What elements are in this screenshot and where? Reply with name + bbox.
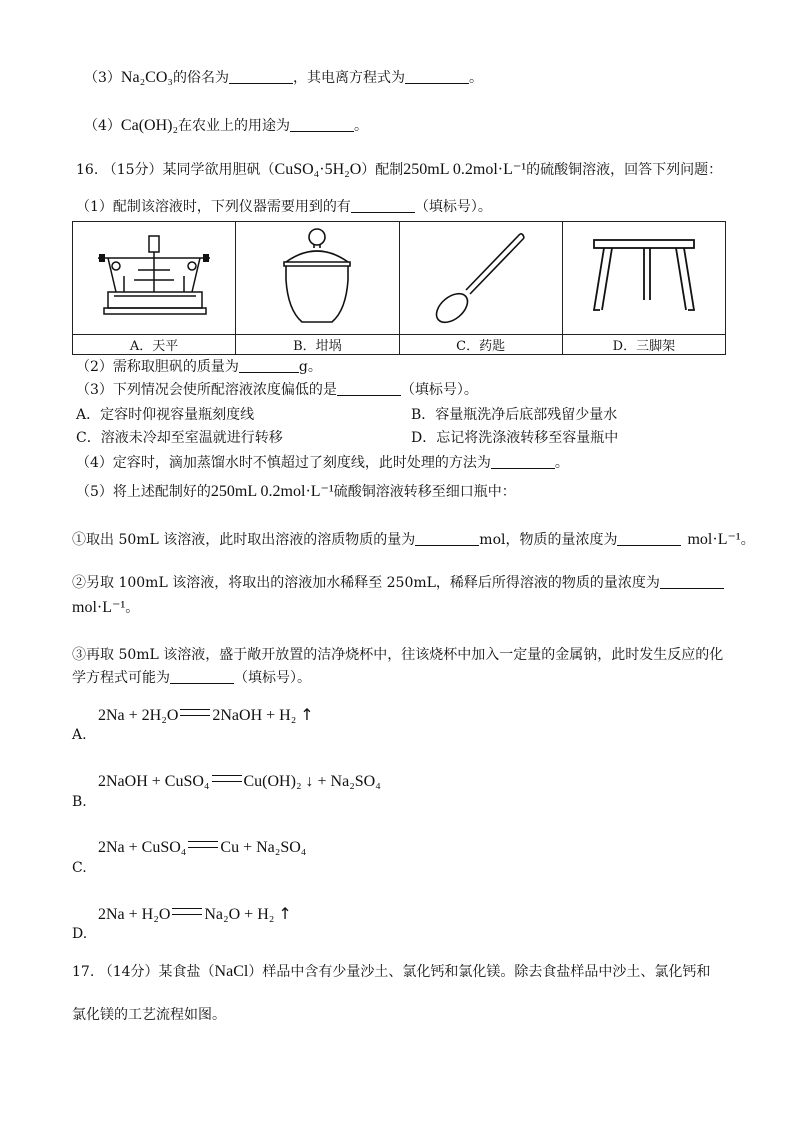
answer-blank[interactable] xyxy=(660,574,724,589)
apparatus-cell-crucible xyxy=(236,222,399,335)
prompt-text: （2）需称取胆矾的质量为 xyxy=(76,359,239,375)
option-c: C．溶液未冷却至室温就进行转移 xyxy=(76,430,283,446)
question-number: 17. xyxy=(72,964,95,980)
gas-arrow-icon: ↑ xyxy=(300,705,314,724)
apparatus-cell-balance xyxy=(73,222,236,335)
concentration: 250mL 0.2mol·L⁻¹ xyxy=(210,483,334,500)
equation-reactants: 2Na + 2H₂O xyxy=(98,707,179,724)
equals-sign xyxy=(188,841,218,848)
formula-nacl: NaCl xyxy=(214,963,249,980)
prompt-text: 在农业上的用途为 xyxy=(178,118,291,134)
q17-header xyxy=(72,962,710,982)
answer-blank[interactable] xyxy=(337,381,401,396)
equals-sign xyxy=(172,908,202,915)
spoon-icon xyxy=(426,228,536,328)
equation-d xyxy=(98,904,292,925)
equation-products: Cu(OH)₂ ↓ + Na₂SO₄ xyxy=(243,773,381,790)
option-d: D．忘记将洗涤液转移至容量瓶中 xyxy=(411,430,619,446)
prompt-text: 学方程式可能为 xyxy=(72,670,170,686)
option-b: B．容量瓶洗净后底部残留少量水 xyxy=(411,407,618,423)
prompt-text: 的俗名为 xyxy=(172,70,229,86)
equals-sign xyxy=(212,775,242,782)
prompt-text: ）样品中含有少量沙土、氯化钙和氯化镁。除去食盐样品中沙土、氯化钙和 xyxy=(248,964,711,980)
equation-c xyxy=(98,838,306,858)
q17-line2: 氯化镁的工艺流程如图。 xyxy=(72,1007,226,1023)
option-letter: C. xyxy=(72,860,87,876)
prompt-text: （5）将上述配制好的 xyxy=(76,484,211,500)
q15-part4 xyxy=(84,116,368,136)
option-letter: D. xyxy=(72,926,88,942)
q16-part4 xyxy=(76,453,569,473)
apparatus-table xyxy=(72,221,726,355)
option-letter: A. xyxy=(72,727,87,743)
apparatus-cell-tripod xyxy=(562,222,725,335)
punctuation: 。 xyxy=(354,118,369,134)
punctuation: 。 xyxy=(554,455,569,471)
punctuation: 。 xyxy=(740,532,755,548)
prompt-text: mol，物质的量浓度为 xyxy=(479,532,618,548)
equation-a xyxy=(98,705,314,726)
q16-part1 xyxy=(76,197,492,217)
prompt-text: （1）配制该溶液时，下列仪器需要用到的有 xyxy=(76,199,351,215)
q16-part3 xyxy=(76,380,478,400)
prompt-text: 的硫酸铜溶液，回答下列问题： xyxy=(526,162,723,178)
equation-b xyxy=(98,772,381,792)
q16-sub1 xyxy=(72,530,755,550)
answer-blank[interactable] xyxy=(170,669,234,684)
prompt-text: ①取出 50mL 该溶液，此时取出溶液的溶质物质的量为 xyxy=(72,532,416,548)
prompt-text: （14分）某食盐（ xyxy=(98,964,215,980)
q15-part3 xyxy=(84,68,483,88)
answer-blank[interactable] xyxy=(229,69,293,84)
tripod-icon xyxy=(584,228,704,328)
answer-blank[interactable] xyxy=(617,531,681,546)
prompt-text: ）配制 xyxy=(361,162,404,178)
q16-sub2 xyxy=(72,573,724,593)
equation-products: Na₂O + H₂ xyxy=(204,906,275,923)
equation-reactants: 2Na + H₂O xyxy=(98,906,171,923)
prompt-text: ②另取 100mL 该溶液，将取出的溶液加水稀释至 250mL，稀释后所得溶液的物质的量浓度为 xyxy=(72,575,660,591)
part-number: （4） xyxy=(84,118,121,134)
equation-products: 2NaOH + H₂ xyxy=(212,707,297,724)
prompt-text: （填标号）。 xyxy=(400,382,478,398)
equation-products: Cu + Na₂SO₄ xyxy=(220,839,307,856)
prompt-text: （填标号）。 xyxy=(234,670,311,686)
prompt-text: 硫酸铜溶液转移至细口瓶中： xyxy=(333,484,516,500)
punctuation: 。 xyxy=(125,600,140,616)
crucible-icon xyxy=(272,226,362,330)
prompt-text: ，其电离方程式为 xyxy=(292,70,405,86)
apparatus-label: A．天平 xyxy=(73,335,236,355)
equation-reactants: 2Na + CuSO₄ xyxy=(98,839,187,856)
option-letter: B. xyxy=(72,794,87,810)
balance-icon xyxy=(94,230,214,326)
unit-text: mol·L⁻¹ xyxy=(687,531,741,548)
prompt-text: （3）下列情况会使所配溶液浓度偏低的是 xyxy=(76,382,337,398)
apparatus-label: C．药匙 xyxy=(399,335,562,355)
apparatus-label: D．三脚架 xyxy=(562,335,725,355)
equation-reactants: 2NaOH + CuSO₄ xyxy=(98,773,210,790)
formula-caoh2: Ca(OH)₂ xyxy=(120,117,179,134)
apparatus-cell-spoon xyxy=(399,222,562,335)
equals-sign xyxy=(180,709,210,716)
answer-blank[interactable] xyxy=(239,358,299,373)
unit-text: mol·L⁻¹ xyxy=(72,599,126,616)
prompt-text: （4）定容时，滴加蒸馏水时不慎超过了刻度线，此时处理的方法为 xyxy=(76,455,491,471)
q16-sub3-line1: ③再取 50mL 该溶液，盛于敞开放置的洁净烧杯中，往该烧杯中加入一定量的金属钠，此时发生反应的化 xyxy=(72,647,724,663)
prompt-text: （15分）某同学欲用胆矾（ xyxy=(102,162,275,178)
q16-sub2-unit xyxy=(72,598,139,618)
option-a: A．定容时仰视容量瓶刻度线 xyxy=(76,407,255,423)
formula-na2co3: Na₂CO₃ xyxy=(120,69,173,86)
punctuation: 。 xyxy=(468,70,483,86)
answer-blank[interactable] xyxy=(290,117,354,132)
formula-cuso4-5h2o: CuSO₄·5H₂O xyxy=(274,161,362,178)
part-number: （3） xyxy=(84,70,121,86)
answer-blank[interactable] xyxy=(351,198,415,213)
prompt-text: （填标号）。 xyxy=(414,199,492,215)
answer-blank[interactable] xyxy=(405,69,469,84)
q16-part5 xyxy=(76,482,516,502)
apparatus-label: B．坩埚 xyxy=(236,335,399,355)
gas-arrow-icon: ↑ xyxy=(278,904,292,923)
answer-blank[interactable] xyxy=(491,454,555,469)
unit-text: g。 xyxy=(298,359,322,375)
answer-blank[interactable] xyxy=(415,531,479,546)
q16-sub3-line2 xyxy=(72,668,311,688)
question-number: 16. xyxy=(76,162,99,178)
concentration: 250mL 0.2mol·L⁻¹ xyxy=(403,161,527,178)
q16-header xyxy=(76,160,722,180)
q16-part2 xyxy=(76,357,322,377)
